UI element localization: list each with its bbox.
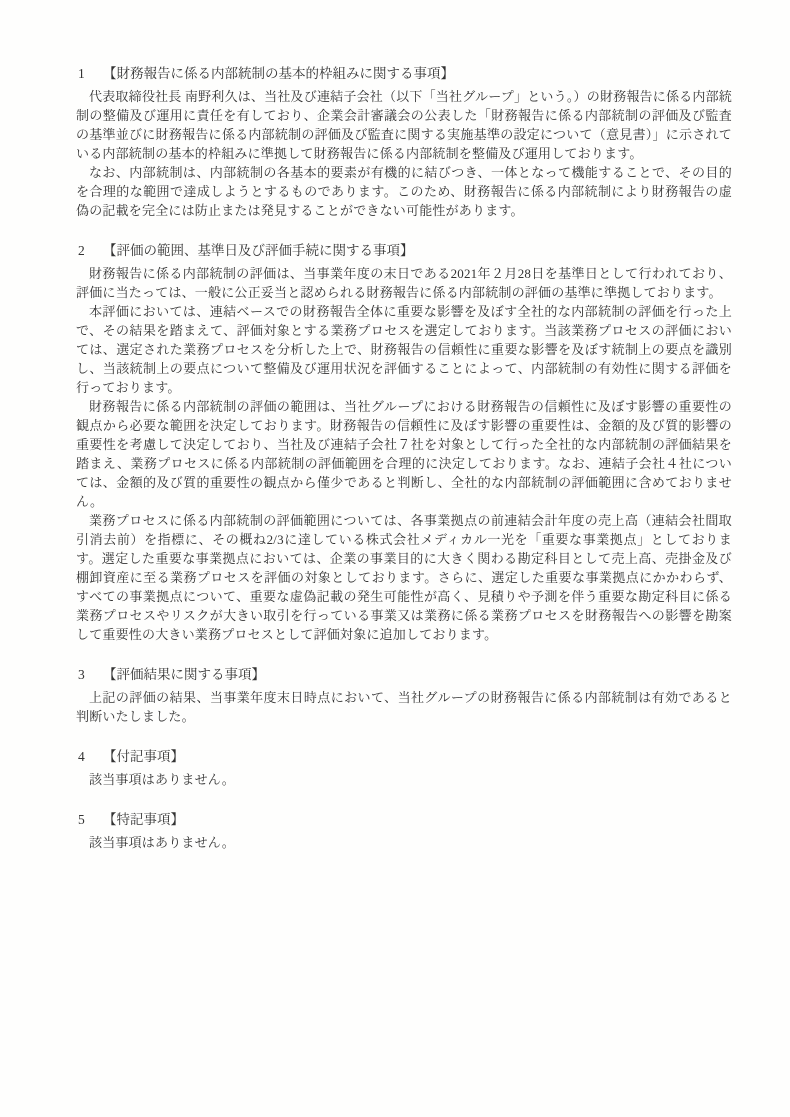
paragraph: 該当事項はありません。 [89,835,235,850]
section-heading [76,241,732,260]
paragraph: 上記の評価の結果、当事業年度末日時点において、当社グループの財務報告に係る内部統制は有効であると判断いたしました。 [76,690,732,724]
section-title: 【財務報告に係る内部統制の基本的枠組みに関する事項】 [103,66,454,81]
section-heading [76,665,732,684]
section-number: 1 [78,66,85,81]
section-number: 3 [78,667,85,682]
section-title: 【特記事項】 [103,812,184,827]
paragraph: 財務報告に係る内部統制の評価の範囲は、当社グループにおける財務報告の信頼性に及ぼす影響の重要性の観点から必要な範囲を決定しております。財務報告の信頼性に及ぼす影響の重要性は、金額的及び質的影響の重要性を考慮して決定しており、当社及び連結子会社７社を対象として行った全社的な内部統制の評価結果を踏まえ、業務プロセスに係る内部統制の評価範囲を合理的に決定しております。なお、連結子会社４社については、金額的及び質的重要性の観点から僅少であると判断し、全社的な内部統制の評価範囲に含めておりません。 [76,399,732,509]
paragraph: 財務報告に係る内部統制の評価は、当事業年度の末日である2021年２月28日を基準日として行われており、評価に当たっては、一般に公正妥当と認められる財務報告に係る内部統制の評価の基準に準拠しております。 [76,266,732,300]
section-basic-framework [76,64,732,220]
section-title: 【評価の範囲、基準日及び評価手続に関する事項】 [103,243,414,258]
section-heading [76,810,732,829]
section-supplementary-notes [76,747,732,789]
paragraph: 業務プロセスに係る内部統制の評価範囲については、各事業拠点の前連結会計年度の売上高（連結会社間取引消去前）を指標に、その概ね2/3に達している株式会社メディカル一光を「重要な事業拠点」としております。選定した重要な事業拠点においては、企業の事業目的に大きく関わる勘定科目として売上高、売掛金及び棚卸資産に至る業務プロセスを評価の対象としております。さらに、選定した重要な事業拠点にかかわらず、すべての事業拠点について、重要な虚偽記載の発生可能性が高く、見積りや予測を伴う重要な勘定科目に係る業務プロセスやリスクが大きい取引を行っている事業又は業務に係る業務プロセスを財務報告への影響を勘案して重要性の大きい業務プロセスとして評価対象に追加しております。 [76,513,732,642]
section-special-notes [76,810,732,852]
paragraph: 本評価においては、連結ベースでの財務報告全体に重要な影響を及ぼす全社的な内部統制の評価を行った上で、その結果を踏まえて、評価対象とする業務プロセスを選定しております。当該業務プロセスの評価においては、選定された業務プロセスを分析した上で、財務報告の信頼性に重要な影響を及ぼす統制上の要点を識別し、当該統制上の要点について整備及び運用状況を評価することによって、内部統制の有効性に関する評価を行っております。 [76,304,732,395]
section-evaluation-scope [76,241,732,644]
section-evaluation-result [76,665,732,726]
section-number: 5 [78,812,85,827]
paragraph: なお、内部統制は、内部統制の各基本的要素が有機的に結びつき、一体となって機能することで、その目的を合理的な範囲で達成しようとするものであります。このため、財務報告に係る内部統制により財務報告の虚偽の記載を完全には防止または発見することができない可能性があります。 [76,165,732,218]
section-title: 【付記事項】 [103,749,184,764]
paragraph: 代表取締役社長 南野利久は、当社及び連結子会社（以下「当社グループ」という。）の財務報告に係る内部統制の整備及び運用に責任を有しており、企業会計審議会の公表した「財務報告に係る内部統制の評価及び監査の基準並びに財務報告に係る内部統制の評価及び監査に関する実施基準の設定について（意見書）」に示されている内部統制の基本的枠組みに準拠して財務報告に係る内部統制を整備及び運用しております。 [76,89,732,161]
section-heading [76,747,732,766]
section-title: 【評価結果に関する事項】 [103,667,265,682]
section-number: 2 [78,243,85,258]
paragraph: 該当事項はありません。 [89,772,235,787]
section-number: 4 [78,749,85,764]
section-heading [76,64,732,83]
